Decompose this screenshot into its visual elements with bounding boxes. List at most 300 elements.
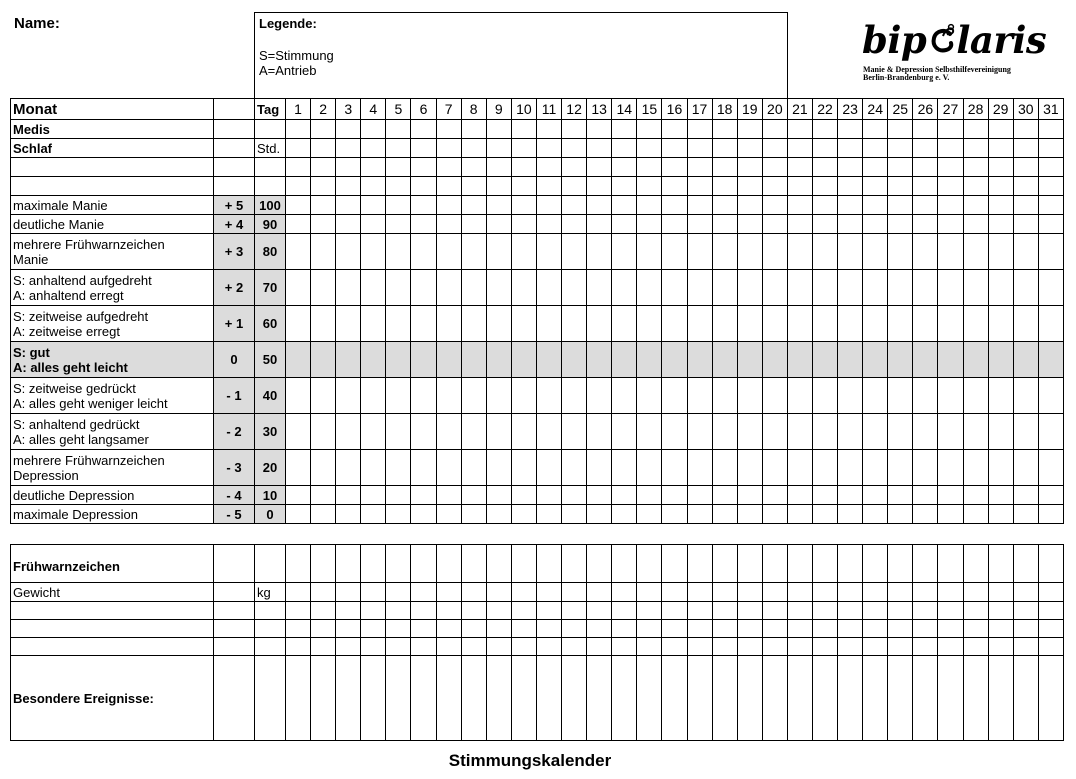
scale-day-cell[interactable] <box>336 505 361 524</box>
scale-day-cell[interactable] <box>712 215 737 234</box>
scale-day-cell[interactable] <box>612 215 637 234</box>
scale-day-cell[interactable] <box>486 378 511 414</box>
note-day-cell[interactable] <box>963 602 988 620</box>
schlaf-day-cell[interactable] <box>737 139 762 158</box>
medis-day-cell[interactable] <box>436 120 461 139</box>
extra-day-cell[interactable] <box>411 158 436 177</box>
scale-day-cell[interactable] <box>1038 234 1063 270</box>
scale-day-cell[interactable] <box>411 486 436 505</box>
scale-day-cell[interactable] <box>486 306 511 342</box>
note-day-cell[interactable] <box>361 602 386 620</box>
scale-day-cell[interactable] <box>511 306 536 342</box>
scale-day-cell[interactable] <box>511 270 536 306</box>
extra-day-cell[interactable] <box>562 158 587 177</box>
note-day-cell[interactable] <box>1038 602 1063 620</box>
weight-day-cell[interactable] <box>888 583 913 602</box>
note-day-cell[interactable] <box>913 602 938 620</box>
month-blank-cell[interactable] <box>214 99 255 120</box>
scale-day-cell[interactable] <box>461 196 486 215</box>
scale-day-cell[interactable] <box>662 505 687 524</box>
note-day-cell[interactable] <box>461 638 486 656</box>
medis-day-cell[interactable] <box>587 120 612 139</box>
extra-day-cell[interactable] <box>963 177 988 196</box>
scale-day-cell[interactable] <box>536 378 561 414</box>
weight-day-cell[interactable] <box>361 583 386 602</box>
extra-day-cell[interactable] <box>286 158 311 177</box>
scale-day-cell[interactable] <box>311 505 336 524</box>
scale-day-cell[interactable] <box>762 342 787 378</box>
scale-day-cell[interactable] <box>988 486 1013 505</box>
scale-day-cell[interactable] <box>562 306 587 342</box>
scale-day-cell[interactable] <box>336 378 361 414</box>
note-day-cell[interactable] <box>863 638 888 656</box>
extra-day-cell[interactable] <box>361 158 386 177</box>
note-day-cell[interactable] <box>486 602 511 620</box>
medis-day-cell[interactable] <box>461 120 486 139</box>
scale-day-cell[interactable] <box>286 378 311 414</box>
note-day-cell[interactable] <box>913 620 938 638</box>
scale-day-cell[interactable] <box>486 505 511 524</box>
scale-day-cell[interactable] <box>486 234 511 270</box>
schlaf-day-cell[interactable] <box>461 139 486 158</box>
events-day-cell[interactable] <box>511 656 536 741</box>
schlaf-day-cell[interactable] <box>637 139 662 158</box>
medis-day-cell[interactable] <box>612 120 637 139</box>
scale-day-cell[interactable] <box>286 450 311 486</box>
warning-day-cell[interactable] <box>963 545 988 583</box>
extra-day-cell[interactable] <box>787 177 812 196</box>
scale-day-cell[interactable] <box>787 486 812 505</box>
medis-day-cell[interactable] <box>737 120 762 139</box>
scale-day-cell[interactable] <box>612 342 637 378</box>
note-day-cell[interactable] <box>737 602 762 620</box>
scale-day-cell[interactable] <box>737 196 762 215</box>
scale-day-cell[interactable] <box>988 196 1013 215</box>
scale-day-cell[interactable] <box>536 234 561 270</box>
weight-day-cell[interactable] <box>938 583 963 602</box>
extra-day-cell[interactable] <box>562 177 587 196</box>
scale-day-cell[interactable] <box>712 505 737 524</box>
scale-day-cell[interactable] <box>562 505 587 524</box>
scale-day-cell[interactable] <box>888 450 913 486</box>
scale-day-cell[interactable] <box>913 234 938 270</box>
weight-day-cell[interactable] <box>336 583 361 602</box>
note-day-cell[interactable] <box>687 602 712 620</box>
note-day-cell[interactable] <box>888 638 913 656</box>
medis-day-cell[interactable] <box>787 120 812 139</box>
extra-day-cell[interactable] <box>938 158 963 177</box>
extra-day-cell[interactable] <box>637 177 662 196</box>
scale-day-cell[interactable] <box>687 450 712 486</box>
scale-day-cell[interactable] <box>662 414 687 450</box>
extra-day-cell[interactable] <box>838 158 863 177</box>
scale-day-cell[interactable] <box>662 196 687 215</box>
extra-day-cell[interactable] <box>762 158 787 177</box>
extra-day-cell[interactable] <box>787 158 812 177</box>
note-day-cell[interactable] <box>938 638 963 656</box>
events-day-cell[interactable] <box>762 656 787 741</box>
note-day-cell[interactable] <box>511 620 536 638</box>
scale-day-cell[interactable] <box>286 215 311 234</box>
schlaf-day-cell[interactable] <box>787 139 812 158</box>
scale-day-cell[interactable] <box>361 306 386 342</box>
scale-day-cell[interactable] <box>587 196 612 215</box>
scale-day-cell[interactable] <box>687 270 712 306</box>
scale-day-cell[interactable] <box>386 306 411 342</box>
note-day-cell[interactable] <box>762 638 787 656</box>
note-day-cell[interactable] <box>1013 638 1038 656</box>
note-day-cell[interactable] <box>737 638 762 656</box>
note-day-cell[interactable] <box>286 620 311 638</box>
extra-day-cell[interactable] <box>762 177 787 196</box>
scale-day-cell[interactable] <box>436 270 461 306</box>
scale-day-cell[interactable] <box>988 450 1013 486</box>
scale-day-cell[interactable] <box>988 505 1013 524</box>
note-day-cell[interactable] <box>587 620 612 638</box>
events-day-cell[interactable] <box>988 656 1013 741</box>
schlaf-day-cell[interactable] <box>286 139 311 158</box>
scale-day-cell[interactable] <box>386 414 411 450</box>
weight-day-cell[interactable] <box>486 583 511 602</box>
schlaf-day-cell[interactable] <box>386 139 411 158</box>
extra-day-cell[interactable] <box>662 158 687 177</box>
events-day-cell[interactable] <box>587 656 612 741</box>
note-day-cell[interactable] <box>336 602 361 620</box>
note-day-cell[interactable] <box>712 638 737 656</box>
scale-day-cell[interactable] <box>612 196 637 215</box>
scale-day-cell[interactable] <box>787 215 812 234</box>
scale-day-cell[interactable] <box>511 215 536 234</box>
extra-day-cell[interactable] <box>988 177 1013 196</box>
warning-day-cell[interactable] <box>336 545 361 583</box>
scale-day-cell[interactable] <box>1013 414 1038 450</box>
events-day-cell[interactable] <box>361 656 386 741</box>
scale-day-cell[interactable] <box>587 270 612 306</box>
extra-day-cell[interactable] <box>888 177 913 196</box>
scale-day-cell[interactable] <box>361 270 386 306</box>
note-day-cell[interactable] <box>562 602 587 620</box>
scale-day-cell[interactable] <box>411 196 436 215</box>
note-day-cell[interactable] <box>687 620 712 638</box>
note-day-cell[interactable] <box>637 620 662 638</box>
extra-day-cell[interactable] <box>712 158 737 177</box>
schlaf-day-cell[interactable] <box>511 139 536 158</box>
scale-day-cell[interactable] <box>888 414 913 450</box>
events-day-cell[interactable] <box>336 656 361 741</box>
warning-day-cell[interactable] <box>637 545 662 583</box>
scale-day-cell[interactable] <box>787 378 812 414</box>
scale-day-cell[interactable] <box>938 378 963 414</box>
note-day-cell[interactable] <box>662 602 687 620</box>
scale-day-cell[interactable] <box>938 196 963 215</box>
events-unit-cell[interactable] <box>255 656 286 741</box>
note-day-cell[interactable] <box>938 602 963 620</box>
scale-day-cell[interactable] <box>913 450 938 486</box>
medis-day-cell[interactable] <box>336 120 361 139</box>
medis-day-cell[interactable] <box>812 120 837 139</box>
scale-day-cell[interactable] <box>863 306 888 342</box>
scale-day-cell[interactable] <box>662 215 687 234</box>
scale-day-cell[interactable] <box>838 450 863 486</box>
scale-day-cell[interactable] <box>562 414 587 450</box>
note-day-cell[interactable] <box>486 620 511 638</box>
extra-day-cell[interactable] <box>336 177 361 196</box>
scale-day-cell[interactable] <box>787 270 812 306</box>
scale-day-cell[interactable] <box>311 342 336 378</box>
note-day-cell[interactable] <box>461 602 486 620</box>
weight-day-cell[interactable] <box>562 583 587 602</box>
warning-day-cell[interactable] <box>361 545 386 583</box>
scale-day-cell[interactable] <box>863 505 888 524</box>
note-day-cell[interactable] <box>612 638 637 656</box>
scale-day-cell[interactable] <box>737 234 762 270</box>
scale-day-cell[interactable] <box>737 378 762 414</box>
scale-day-cell[interactable] <box>787 342 812 378</box>
extra-day-cell[interactable] <box>461 158 486 177</box>
scale-day-cell[interactable] <box>838 342 863 378</box>
scale-day-cell[interactable] <box>1038 414 1063 450</box>
weight-day-cell[interactable] <box>863 583 888 602</box>
scale-day-cell[interactable] <box>863 234 888 270</box>
scale-day-cell[interactable] <box>637 450 662 486</box>
weight-day-cell[interactable] <box>838 583 863 602</box>
scale-day-cell[interactable] <box>938 486 963 505</box>
scale-day-cell[interactable] <box>687 215 712 234</box>
scale-day-cell[interactable] <box>963 306 988 342</box>
extra-day-cell[interactable] <box>838 177 863 196</box>
scale-day-cell[interactable] <box>587 342 612 378</box>
note-day-cell[interactable] <box>536 602 561 620</box>
scale-day-cell[interactable] <box>386 270 411 306</box>
scale-day-cell[interactable] <box>838 505 863 524</box>
scale-day-cell[interactable] <box>311 234 336 270</box>
scale-day-cell[interactable] <box>637 486 662 505</box>
scale-day-cell[interactable] <box>486 196 511 215</box>
extra-day-cell[interactable] <box>863 158 888 177</box>
note-day-cell[interactable] <box>511 602 536 620</box>
scale-day-cell[interactable] <box>511 234 536 270</box>
extra-day-cell[interactable] <box>1013 177 1038 196</box>
note-day-cell[interactable] <box>662 638 687 656</box>
weight-day-cell[interactable] <box>612 583 637 602</box>
medis-day-cell[interactable] <box>1038 120 1063 139</box>
schlaf-day-cell[interactable] <box>361 139 386 158</box>
medis-day-cell[interactable] <box>361 120 386 139</box>
weight-day-cell[interactable] <box>511 583 536 602</box>
medis-day-cell[interactable] <box>536 120 561 139</box>
scale-day-cell[interactable] <box>838 306 863 342</box>
warning-day-cell[interactable] <box>787 545 812 583</box>
scale-day-cell[interactable] <box>938 270 963 306</box>
weight-day-cell[interactable] <box>536 583 561 602</box>
scale-day-cell[interactable] <box>336 215 361 234</box>
scale-day-cell[interactable] <box>461 414 486 450</box>
scale-day-cell[interactable] <box>562 378 587 414</box>
scale-day-cell[interactable] <box>662 342 687 378</box>
warning-day-cell[interactable] <box>687 545 712 583</box>
scale-day-cell[interactable] <box>612 414 637 450</box>
schlaf-day-cell[interactable] <box>913 139 938 158</box>
extra-label-cell[interactable] <box>11 158 214 177</box>
medis-day-cell[interactable] <box>411 120 436 139</box>
events-day-cell[interactable] <box>1038 656 1063 741</box>
scale-day-cell[interactable] <box>336 234 361 270</box>
scale-day-cell[interactable] <box>712 378 737 414</box>
scale-day-cell[interactable] <box>587 378 612 414</box>
note-day-cell[interactable] <box>838 620 863 638</box>
events-day-cell[interactable] <box>562 656 587 741</box>
scale-day-cell[interactable] <box>511 414 536 450</box>
events-day-cell[interactable] <box>963 656 988 741</box>
warning-day-cell[interactable] <box>286 545 311 583</box>
note-day-cell[interactable] <box>411 620 436 638</box>
extra-day-cell[interactable] <box>712 177 737 196</box>
scale-day-cell[interactable] <box>1038 215 1063 234</box>
note-day-cell[interactable] <box>662 620 687 638</box>
note-day-cell[interactable] <box>637 602 662 620</box>
scale-day-cell[interactable] <box>1013 270 1038 306</box>
note-label-cell[interactable] <box>11 638 214 656</box>
scale-day-cell[interactable] <box>637 306 662 342</box>
scale-day-cell[interactable] <box>762 234 787 270</box>
note-day-cell[interactable] <box>612 620 637 638</box>
scale-day-cell[interactable] <box>687 234 712 270</box>
scale-day-cell[interactable] <box>662 450 687 486</box>
scale-day-cell[interactable] <box>562 196 587 215</box>
weight-blank-cell[interactable] <box>214 583 255 602</box>
medis-day-cell[interactable] <box>938 120 963 139</box>
scale-day-cell[interactable] <box>888 215 913 234</box>
scale-day-cell[interactable] <box>311 306 336 342</box>
scale-day-cell[interactable] <box>361 505 386 524</box>
medis-day-cell[interactable] <box>762 120 787 139</box>
note-day-cell[interactable] <box>311 602 336 620</box>
scale-day-cell[interactable] <box>562 486 587 505</box>
scale-day-cell[interactable] <box>612 306 637 342</box>
scale-day-cell[interactable] <box>286 234 311 270</box>
note-day-cell[interactable] <box>436 602 461 620</box>
scale-day-cell[interactable] <box>963 505 988 524</box>
schlaf-day-cell[interactable] <box>712 139 737 158</box>
scale-day-cell[interactable] <box>386 196 411 215</box>
medis-day-cell[interactable] <box>637 120 662 139</box>
scale-day-cell[interactable] <box>913 486 938 505</box>
note-day-cell[interactable] <box>1013 602 1038 620</box>
scale-day-cell[interactable] <box>863 414 888 450</box>
extra-day-cell[interactable] <box>963 158 988 177</box>
extra-day-cell[interactable] <box>1013 158 1038 177</box>
scale-day-cell[interactable] <box>737 505 762 524</box>
events-day-cell[interactable] <box>386 656 411 741</box>
extra-day-cell[interactable] <box>863 177 888 196</box>
scale-day-cell[interactable] <box>612 378 637 414</box>
scale-day-cell[interactable] <box>787 450 812 486</box>
scale-day-cell[interactable] <box>612 505 637 524</box>
note-day-cell[interactable] <box>863 620 888 638</box>
scale-day-cell[interactable] <box>411 270 436 306</box>
extra-day-cell[interactable] <box>687 177 712 196</box>
scale-day-cell[interactable] <box>336 196 361 215</box>
note-day-cell[interactable] <box>888 602 913 620</box>
scale-day-cell[interactable] <box>888 234 913 270</box>
extra-day-cell[interactable] <box>662 177 687 196</box>
scale-day-cell[interactable] <box>1038 505 1063 524</box>
weight-day-cell[interactable] <box>913 583 938 602</box>
scale-day-cell[interactable] <box>913 270 938 306</box>
weight-day-cell[interactable] <box>386 583 411 602</box>
warning-day-cell[interactable] <box>536 545 561 583</box>
note-day-cell[interactable] <box>511 638 536 656</box>
note-day-cell[interactable] <box>436 620 461 638</box>
extra-day-cell[interactable] <box>913 158 938 177</box>
scale-day-cell[interactable] <box>863 215 888 234</box>
note-blank-cell[interactable] <box>214 602 255 620</box>
scale-day-cell[interactable] <box>838 378 863 414</box>
schlaf-blank-cell[interactable] <box>214 139 255 158</box>
events-day-cell[interactable] <box>411 656 436 741</box>
warning-day-cell[interactable] <box>662 545 687 583</box>
schlaf-day-cell[interactable] <box>762 139 787 158</box>
scale-day-cell[interactable] <box>787 505 812 524</box>
warning-day-cell[interactable] <box>762 545 787 583</box>
note-day-cell[interactable] <box>888 620 913 638</box>
schlaf-day-cell[interactable] <box>411 139 436 158</box>
scale-day-cell[interactable] <box>286 270 311 306</box>
scale-day-cell[interactable] <box>963 450 988 486</box>
schlaf-day-cell[interactable] <box>687 139 712 158</box>
scale-day-cell[interactable] <box>286 505 311 524</box>
scale-day-cell[interactable] <box>1013 196 1038 215</box>
scale-day-cell[interactable] <box>762 306 787 342</box>
extra-unit-cell[interactable] <box>255 177 286 196</box>
schlaf-day-cell[interactable] <box>436 139 461 158</box>
scale-day-cell[interactable] <box>863 486 888 505</box>
scale-day-cell[interactable] <box>787 414 812 450</box>
scale-day-cell[interactable] <box>938 342 963 378</box>
scale-day-cell[interactable] <box>812 378 837 414</box>
scale-day-cell[interactable] <box>311 378 336 414</box>
note-unit-cell[interactable] <box>255 638 286 656</box>
note-day-cell[interactable] <box>838 638 863 656</box>
scale-day-cell[interactable] <box>436 342 461 378</box>
scale-day-cell[interactable] <box>913 215 938 234</box>
scale-day-cell[interactable] <box>988 270 1013 306</box>
scale-day-cell[interactable] <box>938 215 963 234</box>
scale-day-cell[interactable] <box>737 270 762 306</box>
note-day-cell[interactable] <box>812 620 837 638</box>
events-day-cell[interactable] <box>888 656 913 741</box>
scale-day-cell[interactable] <box>1038 486 1063 505</box>
scale-day-cell[interactable] <box>913 196 938 215</box>
scale-day-cell[interactable] <box>562 342 587 378</box>
note-day-cell[interactable] <box>361 620 386 638</box>
scale-day-cell[interactable] <box>361 342 386 378</box>
note-day-cell[interactable] <box>988 620 1013 638</box>
scale-day-cell[interactable] <box>361 234 386 270</box>
extra-day-cell[interactable] <box>311 158 336 177</box>
scale-day-cell[interactable] <box>486 270 511 306</box>
note-day-cell[interactable] <box>812 638 837 656</box>
scale-day-cell[interactable] <box>1013 215 1038 234</box>
extra-day-cell[interactable] <box>812 177 837 196</box>
note-day-cell[interactable] <box>762 620 787 638</box>
scale-day-cell[interactable] <box>461 270 486 306</box>
scale-day-cell[interactable] <box>461 234 486 270</box>
extra-day-cell[interactable] <box>587 158 612 177</box>
scale-day-cell[interactable] <box>1038 270 1063 306</box>
scale-day-cell[interactable] <box>562 450 587 486</box>
scale-day-cell[interactable] <box>913 505 938 524</box>
